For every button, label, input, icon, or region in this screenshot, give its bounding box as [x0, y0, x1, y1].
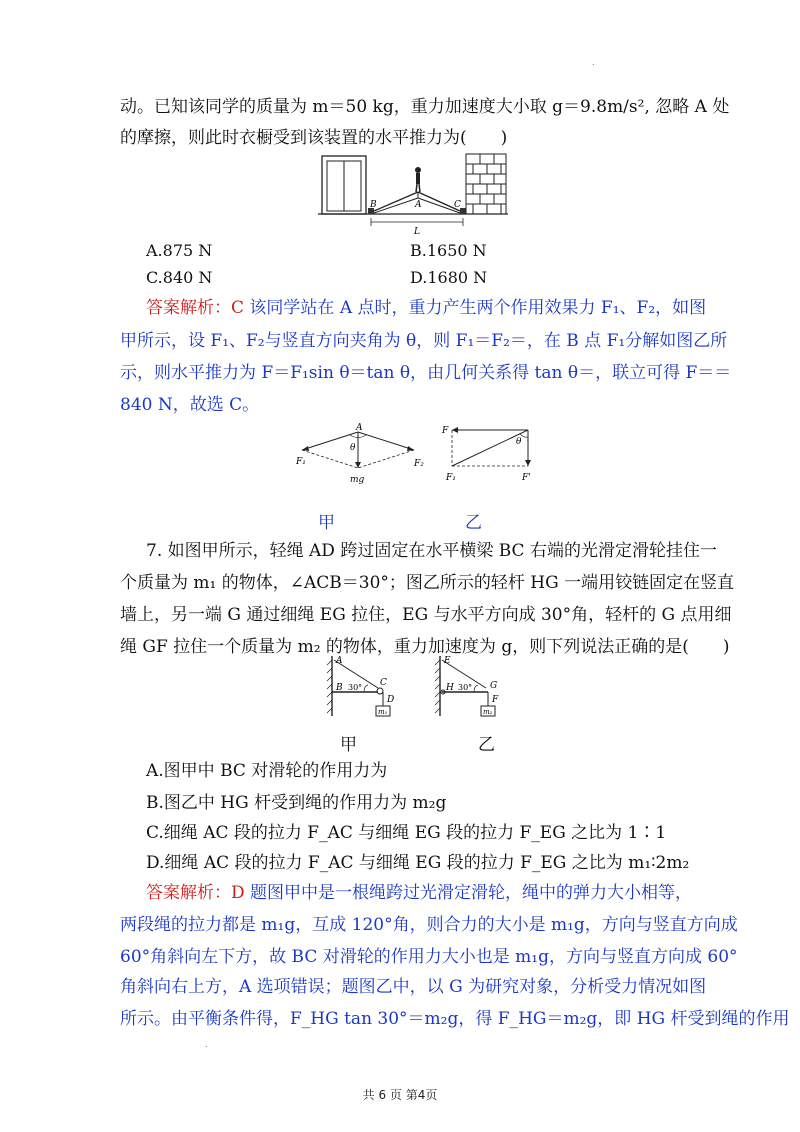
label-C: C [454, 200, 461, 210]
q6-option-d[interactable]: D.1680 N [410, 268, 488, 287]
q7-text-line-3: 墙上，另一端 G 通过细绳 EG 拉住，EG 与水平方向成 30°角，轻杆的 G 点用细 [120, 605, 732, 625]
jia-label-mg: mg [350, 475, 365, 485]
q7-jia-label-C: C [380, 678, 387, 688]
q6-answer-line-1 [146, 297, 706, 319]
q7-answer-line-2: 两段绳的拉力都是 m₁g，互成 120°角，则合力的大小是 m₁g，方向与竖直方向成 [120, 915, 738, 935]
jia-label-theta: θ [350, 443, 356, 453]
q6-text-line-2: 的摩擦，则此时衣橱受到该装置的水平推力为( ) [120, 128, 508, 148]
jia-label-F2: F₂ [414, 459, 424, 469]
q7-answer-label: 答案解析：D [146, 883, 245, 903]
q7-text-line-2: 个质量为 m₁ 的物体，∠ACB＝30°；图乙所示的轻杆 HG 一端用铰链固定在竖直 [120, 573, 735, 593]
q6-truss-figure [318, 152, 508, 236]
q7-option-d[interactable]: D.细绳 AC 段的拉力 F_AC 与细绳 EG 段的拉力 F_EG 之比为 m₁∶2m₂ [146, 853, 690, 873]
q6-answer-line-2: 甲所示，设 F₁、F₂与竖直方向夹角为 θ，则 F₁＝F₂＝，在 B 点 F₁分解如图乙所 [120, 331, 728, 351]
jia-label-F1: F₁ [296, 457, 306, 467]
q6-force-diagram-jia [292, 420, 432, 488]
page-footer: 共 6 页 第4页 [362, 1088, 438, 1102]
q7-jia-label-m: m₁ [378, 708, 388, 716]
q7-jia-label-D: D [387, 695, 395, 705]
yi-label-Fp: F' [522, 473, 531, 483]
q7-jia-label-angle: 30° [348, 683, 363, 692]
label-L: L [414, 227, 420, 236]
footer-dot: . [205, 1040, 208, 1049]
q7-option-c[interactable]: C.细绳 AC 段的拉力 F_AC 与细绳 EG 段的拉力 F_EG 之比为 1∶1 [146, 823, 667, 843]
q6-option-c[interactable]: C.840 N [146, 268, 213, 287]
corner-mark: . [592, 58, 595, 67]
q7-yi-label-m: m₂ [483, 708, 493, 716]
q7-caption-jia: 甲 [340, 735, 357, 755]
q7-caption-yi: 乙 [478, 735, 495, 755]
q7-answer-line-5: 所示。由平衡条件得，F_HG tan 30°＝m₂g，得 F_HG＝m₂g，即 HG 杆受到绳的作用 [120, 1009, 790, 1029]
q7-yi-label-E: E [444, 656, 451, 666]
q6-caption-yi: 乙 [465, 513, 482, 533]
q6-answer-text-1: 该同学站在 A 点时，重力产生两个作用效果力 F₁、F₂，如图 [249, 298, 707, 318]
q6-answer-label: 答案解析：C [146, 298, 245, 318]
q7-figure-jia [318, 654, 408, 720]
q7-answer-line-4: 角斜向右上方，A 选项错误；题图乙中，以 G 为研究对象，分析受力情况如图 [120, 977, 707, 997]
q7-yi-label-F: F [492, 695, 499, 705]
q6-force-diagram-yi [438, 420, 538, 488]
q7-jia-label-B: B [336, 683, 343, 693]
label-A: A [415, 200, 422, 210]
yi-label-F: F [442, 426, 449, 436]
q6-answer-line-3: 示，则水平推力为 F＝F₁sin θ＝tan θ，由几何关系得 tan θ＝，联立可得 F＝＝ [120, 363, 732, 383]
person-icon [415, 167, 421, 173]
q7-yi-label-G: G [490, 681, 498, 691]
q7-figure-yi [434, 654, 524, 720]
jia-label-A: A [356, 423, 363, 433]
label-B: B [370, 200, 377, 210]
yi-label-F1: F₁ [446, 473, 456, 483]
brick-wall [466, 154, 506, 214]
q7-jia-label-A: A [336, 656, 343, 666]
q7-yi-label-H: H [446, 683, 454, 693]
q6-option-a[interactable]: A.875 N [146, 241, 213, 260]
q7-option-b[interactable]: B.图乙中 HG 杆受到绳的作用力为 m₂g [146, 793, 447, 813]
q7-text-line-4: 绳 GF 拉住一个质量为 m₂ 的物体，重力加速度为 g，则下列说法正确的是( ) [120, 637, 730, 657]
q6-option-b[interactable]: B.1650 N [410, 241, 487, 260]
q7-answer-line-3: 60°角斜向左下方，故 BC 对滑轮的作用力大小也是 m₁g，方向与竖直方向成 60° [120, 947, 738, 967]
q7-option-a[interactable]: A.图甲中 BC 对滑轮的作用力为 [146, 761, 388, 781]
q7-answer-line-1 [146, 882, 692, 904]
pulley-icon [377, 688, 383, 694]
yi-label-theta: θ [516, 437, 522, 447]
q7-yi-label-angle: 30° [458, 683, 473, 692]
q7-answer-text-1: 题图甲中是一根绳跨过光滑定滑轮，绳中的弹力大小相等， [250, 883, 693, 903]
q6-caption-jia: 甲 [318, 513, 335, 533]
q7-text-line-1: 7. 如图甲所示，轻绳 AD 跨过固定在水平横梁 BC 右端的光滑定滑轮挂住一 [146, 541, 717, 561]
q6-answer-line-4: 840 N，故选 C。 [120, 395, 260, 415]
q6-text-line-1: 动。已知该同学的质量为 m＝50 kg，重力加速度大小取 g＝9.8m/s², 忽略 A 处 [120, 97, 730, 117]
